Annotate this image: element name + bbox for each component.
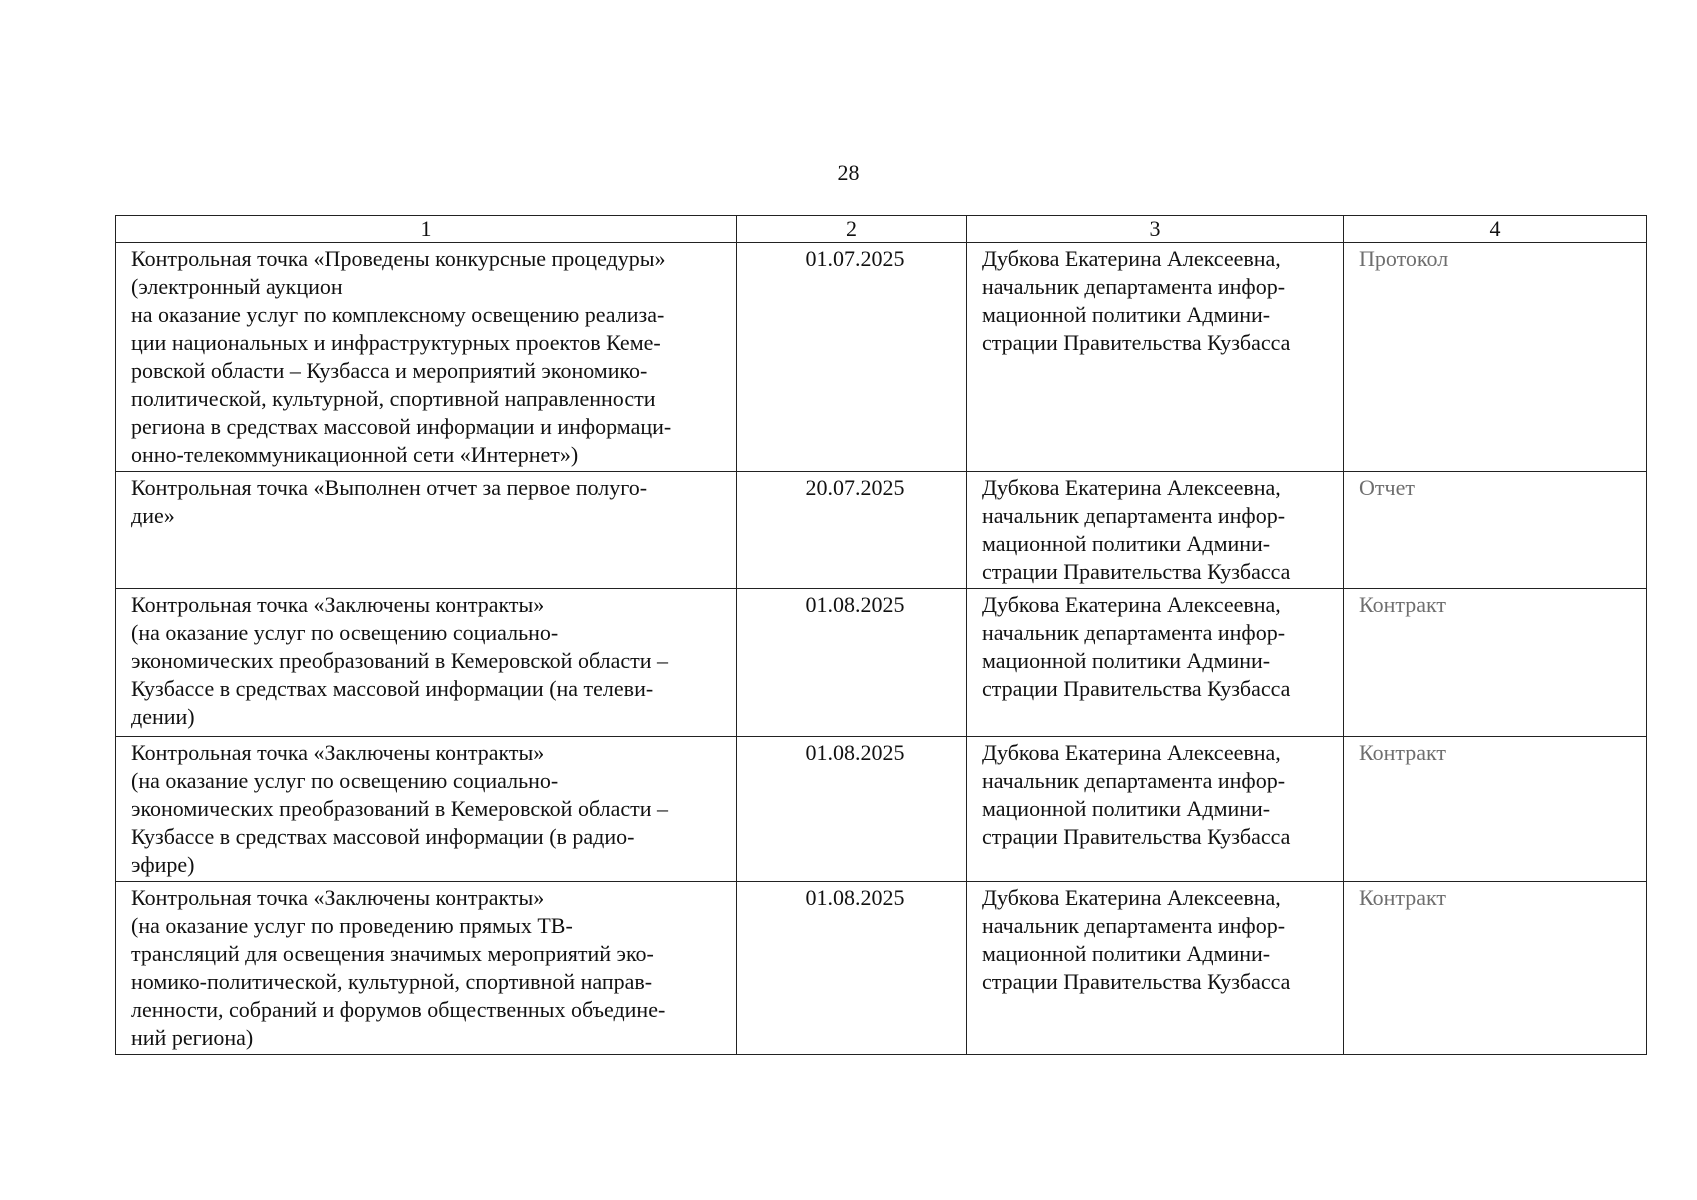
description-line: политической, культурной, спортивной направленности bbox=[131, 386, 656, 411]
description-line: экономических преобразований в Кемеровской области – bbox=[131, 648, 668, 673]
description-line: Контрольная точка «Заключены контракты» bbox=[131, 592, 545, 617]
description-line: экономических преобразований в Кемеровской области – bbox=[131, 796, 668, 821]
table-row bbox=[116, 737, 1647, 882]
responsible-line: страции Правительства Кузбасса bbox=[982, 559, 1291, 584]
description-line: ровской области – Кузбасса и мероприятий экономико- bbox=[131, 358, 648, 383]
responsible-line: страции Правительства Кузбасса bbox=[982, 969, 1291, 994]
description-line: Контрольная точка «Проведены конкурсные процедуры» bbox=[131, 246, 666, 271]
table-header-row bbox=[116, 216, 1647, 243]
description-line: дении) bbox=[131, 704, 195, 729]
column-header-1: 1 bbox=[116, 216, 737, 243]
control-point-description bbox=[116, 737, 737, 882]
control-point-description bbox=[116, 882, 737, 1055]
responsible-person bbox=[967, 882, 1344, 1055]
responsible-line: Дубкова Екатерина Алексеевна, bbox=[982, 885, 1281, 910]
responsible-line: страции Правительства Кузбасса bbox=[982, 330, 1291, 355]
description-line: Кузбассе в средствах массовой информации (на телеви- bbox=[131, 676, 654, 701]
control-points-table bbox=[115, 215, 1647, 1055]
table-row bbox=[116, 882, 1647, 1055]
description-line: региона в средствах массовой информации и информаци- bbox=[131, 414, 672, 439]
responsible-line: начальник департамента инфор- bbox=[982, 913, 1286, 938]
responsible-line: начальник департамента инфор- bbox=[982, 768, 1286, 793]
column-header-4: 4 bbox=[1344, 216, 1647, 243]
responsible-person bbox=[967, 589, 1344, 737]
description-line: онно-телекоммуникационной сети «Интернет») bbox=[131, 442, 579, 467]
responsible-line: страции Правительства Кузбасса bbox=[982, 824, 1291, 849]
description-line: на оказание услуг по комплексному освещению реализа- bbox=[131, 302, 665, 327]
responsible-line: начальник департамента инфор- bbox=[982, 274, 1286, 299]
responsible-line: начальник департамента инфор- bbox=[982, 503, 1286, 528]
responsible-line: Дубкова Екатерина Алексеевна, bbox=[982, 740, 1281, 765]
description-line: Контрольная точка «Заключены контракты» bbox=[131, 740, 545, 765]
result-document: Контракт bbox=[1344, 589, 1647, 737]
due-date: 01.08.2025 bbox=[737, 737, 967, 882]
responsible-line: Дубкова Екатерина Алексеевна, bbox=[982, 246, 1281, 271]
control-point-description bbox=[116, 472, 737, 589]
description-line: ции национальных и инфраструктурных проектов Кеме- bbox=[131, 330, 661, 355]
responsible-line: Дубкова Екатерина Алексеевна, bbox=[982, 592, 1281, 617]
description-line: (на оказание услуг по освещению социально- bbox=[131, 620, 559, 645]
description-line: номико-политической, культурной, спортивной направ- bbox=[131, 969, 653, 994]
due-date: 01.08.2025 bbox=[737, 589, 967, 737]
table-row bbox=[116, 472, 1647, 589]
result-document: Контракт bbox=[1344, 882, 1647, 1055]
result-document: Протокол bbox=[1344, 243, 1647, 472]
description-line: трансляций для освещения значимых мероприятий эко- bbox=[131, 941, 654, 966]
table-row bbox=[116, 243, 1647, 472]
responsible-person bbox=[967, 472, 1344, 589]
description-line: дие» bbox=[131, 503, 175, 528]
description-line: (на оказание услуг по освещению социально- bbox=[131, 768, 559, 793]
description-line: ний региона) bbox=[131, 1025, 254, 1050]
result-document: Контракт bbox=[1344, 737, 1647, 882]
responsible-person bbox=[967, 737, 1344, 882]
description-line: Контрольная точка «Выполнен отчет за первое полуго- bbox=[131, 475, 648, 500]
control-point-description bbox=[116, 243, 737, 472]
description-line: Контрольная точка «Заключены контракты» bbox=[131, 885, 545, 910]
due-date: 20.07.2025 bbox=[737, 472, 967, 589]
description-line: эфире) bbox=[131, 852, 195, 877]
table-row bbox=[116, 589, 1647, 737]
responsible-line: Дубкова Екатерина Алексеевна, bbox=[982, 475, 1281, 500]
column-header-2: 2 bbox=[737, 216, 967, 243]
due-date: 01.07.2025 bbox=[737, 243, 967, 472]
responsible-line: мационной политики Админи- bbox=[982, 648, 1271, 673]
page-number: 28 bbox=[837, 160, 860, 185]
description-line: (электронный аукцион bbox=[131, 274, 343, 299]
responsible-line: мационной политики Админи- bbox=[982, 302, 1271, 327]
description-line: ленности, собраний и форумов общественных объедине- bbox=[131, 997, 666, 1022]
responsible-line: начальник департамента инфор- bbox=[982, 620, 1286, 645]
description-line: (на оказание услуг по проведению прямых ТВ- bbox=[131, 913, 573, 938]
due-date: 01.08.2025 bbox=[737, 882, 967, 1055]
responsible-line: мационной политики Админи- bbox=[982, 796, 1271, 821]
description-line: Кузбассе в средствах массовой информации (в радио- bbox=[131, 824, 635, 849]
responsible-person bbox=[967, 243, 1344, 472]
responsible-line: страции Правительства Кузбасса bbox=[982, 676, 1291, 701]
responsible-line: мационной политики Админи- bbox=[982, 531, 1271, 556]
result-document: Отчет bbox=[1344, 472, 1647, 589]
column-header-3: 3 bbox=[967, 216, 1344, 243]
control-point-description bbox=[116, 589, 737, 737]
responsible-line: мационной политики Админи- bbox=[982, 941, 1271, 966]
